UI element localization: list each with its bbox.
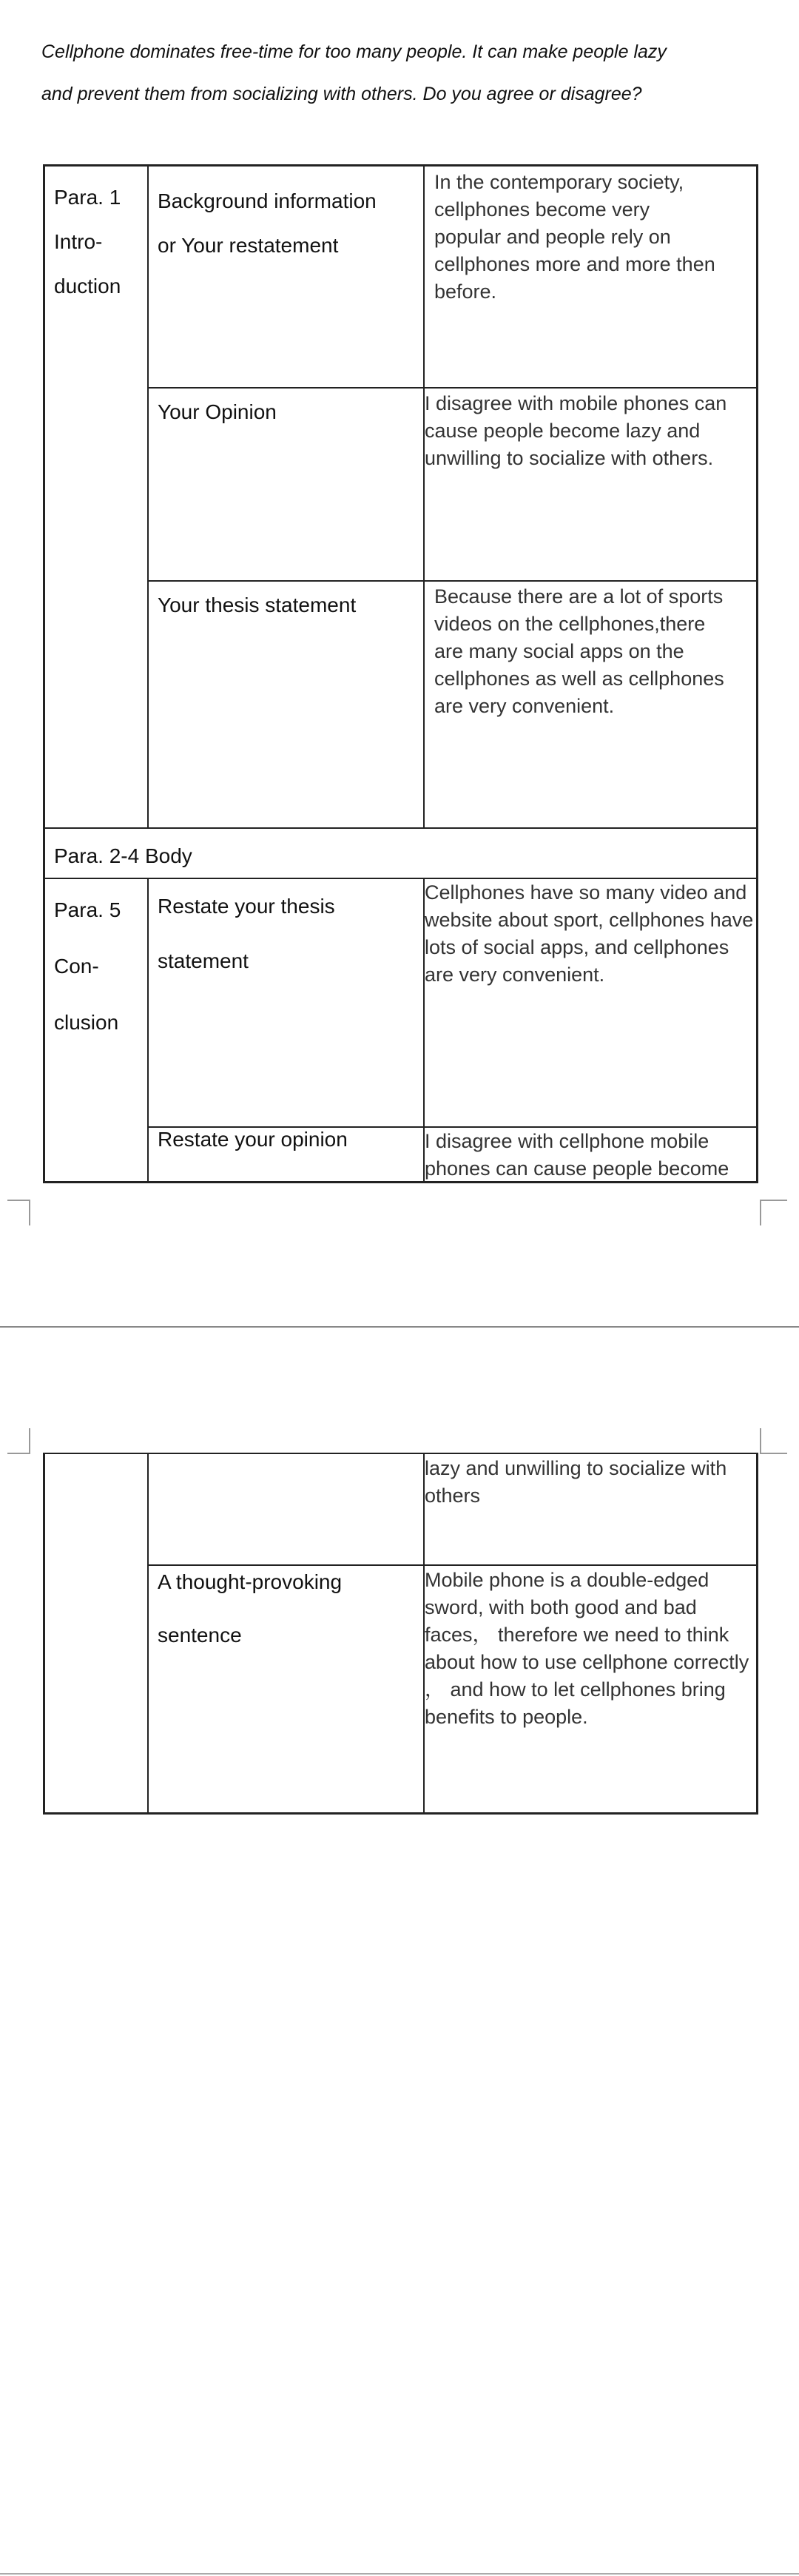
row-heading-thought-provoking: A thought-provoking sentence: [158, 1570, 343, 1647]
row-heading-background: Background information or Your restatement: [158, 189, 377, 257]
row-divider: [147, 387, 758, 389]
page-break-line: [0, 1326, 799, 1328]
row-heading-restate-thesis: Restate your thesis statement: [158, 895, 335, 972]
page-bottom-line: [0, 2573, 799, 2575]
col-divider: [147, 878, 149, 1183]
prompt-line-1: Cellphone dominates free-time for too many people. It can make people lazy: [41, 41, 667, 62]
table-top-border: [43, 1453, 758, 1454]
table-left-border: [43, 1453, 45, 1815]
page-corner-mark: [7, 1428, 31, 1456]
col-divider: [147, 164, 149, 829]
response-restate-thesis: Cellphones have so many video and website about sport, cellphones have lots of social apps, and cellphones are very convenient.: [425, 881, 754, 986]
row-divider: [43, 827, 758, 829]
response-restate-opinion-part2: lazy and unwilling to socialize with others: [425, 1457, 727, 1507]
table-bottom-border: [43, 1812, 758, 1815]
page-corner-mark: [759, 1199, 789, 1227]
page-corner-mark: [759, 1428, 789, 1456]
prompt-line-2: and prevent them from socializing with others. Do you agree or disagree?: [41, 84, 642, 104]
col-divider: [147, 1453, 149, 1815]
para1-label: Para. 1 Intro- duction: [54, 186, 121, 297]
body-row-label: Para. 2-4 Body: [54, 844, 192, 867]
col-divider: [423, 164, 425, 829]
table-right-border: [756, 1453, 758, 1815]
row-heading-restate-opinion: Restate your opinion: [158, 1128, 348, 1151]
page-corner-mark: [7, 1199, 31, 1227]
response-background: In the contemporary society, cellphones become very popular and people rely on cellphones more and more then before.: [434, 171, 715, 303]
para5-label: Para. 5 Con- clusion: [54, 898, 121, 1034]
essay-prompt: [41, 31, 752, 115]
row-heading-opinion: Your Opinion: [158, 400, 277, 423]
response-restate-opinion-part1: I disagree with cellphone mobile phones can cause people become: [425, 1130, 729, 1180]
response-thesis: Because there are a lot of sports videos on the cellphones,there are many social apps on the cellphones as well as cellphones are very convenient.: [434, 585, 724, 717]
row-divider: [147, 580, 758, 582]
response-opinion: I disagree with mobile phones can cause people become lazy and unwilling to socialize with others.: [425, 392, 727, 469]
response-thought-provoking: Mobile phone is a double-edged sword, with both good and bad faces， therefore we need to think about how to use cellphone correctly ， and how to let cellphones bring benefits to people.: [425, 1569, 749, 1728]
row-heading-thesis: Your thesis statement: [158, 593, 357, 616]
